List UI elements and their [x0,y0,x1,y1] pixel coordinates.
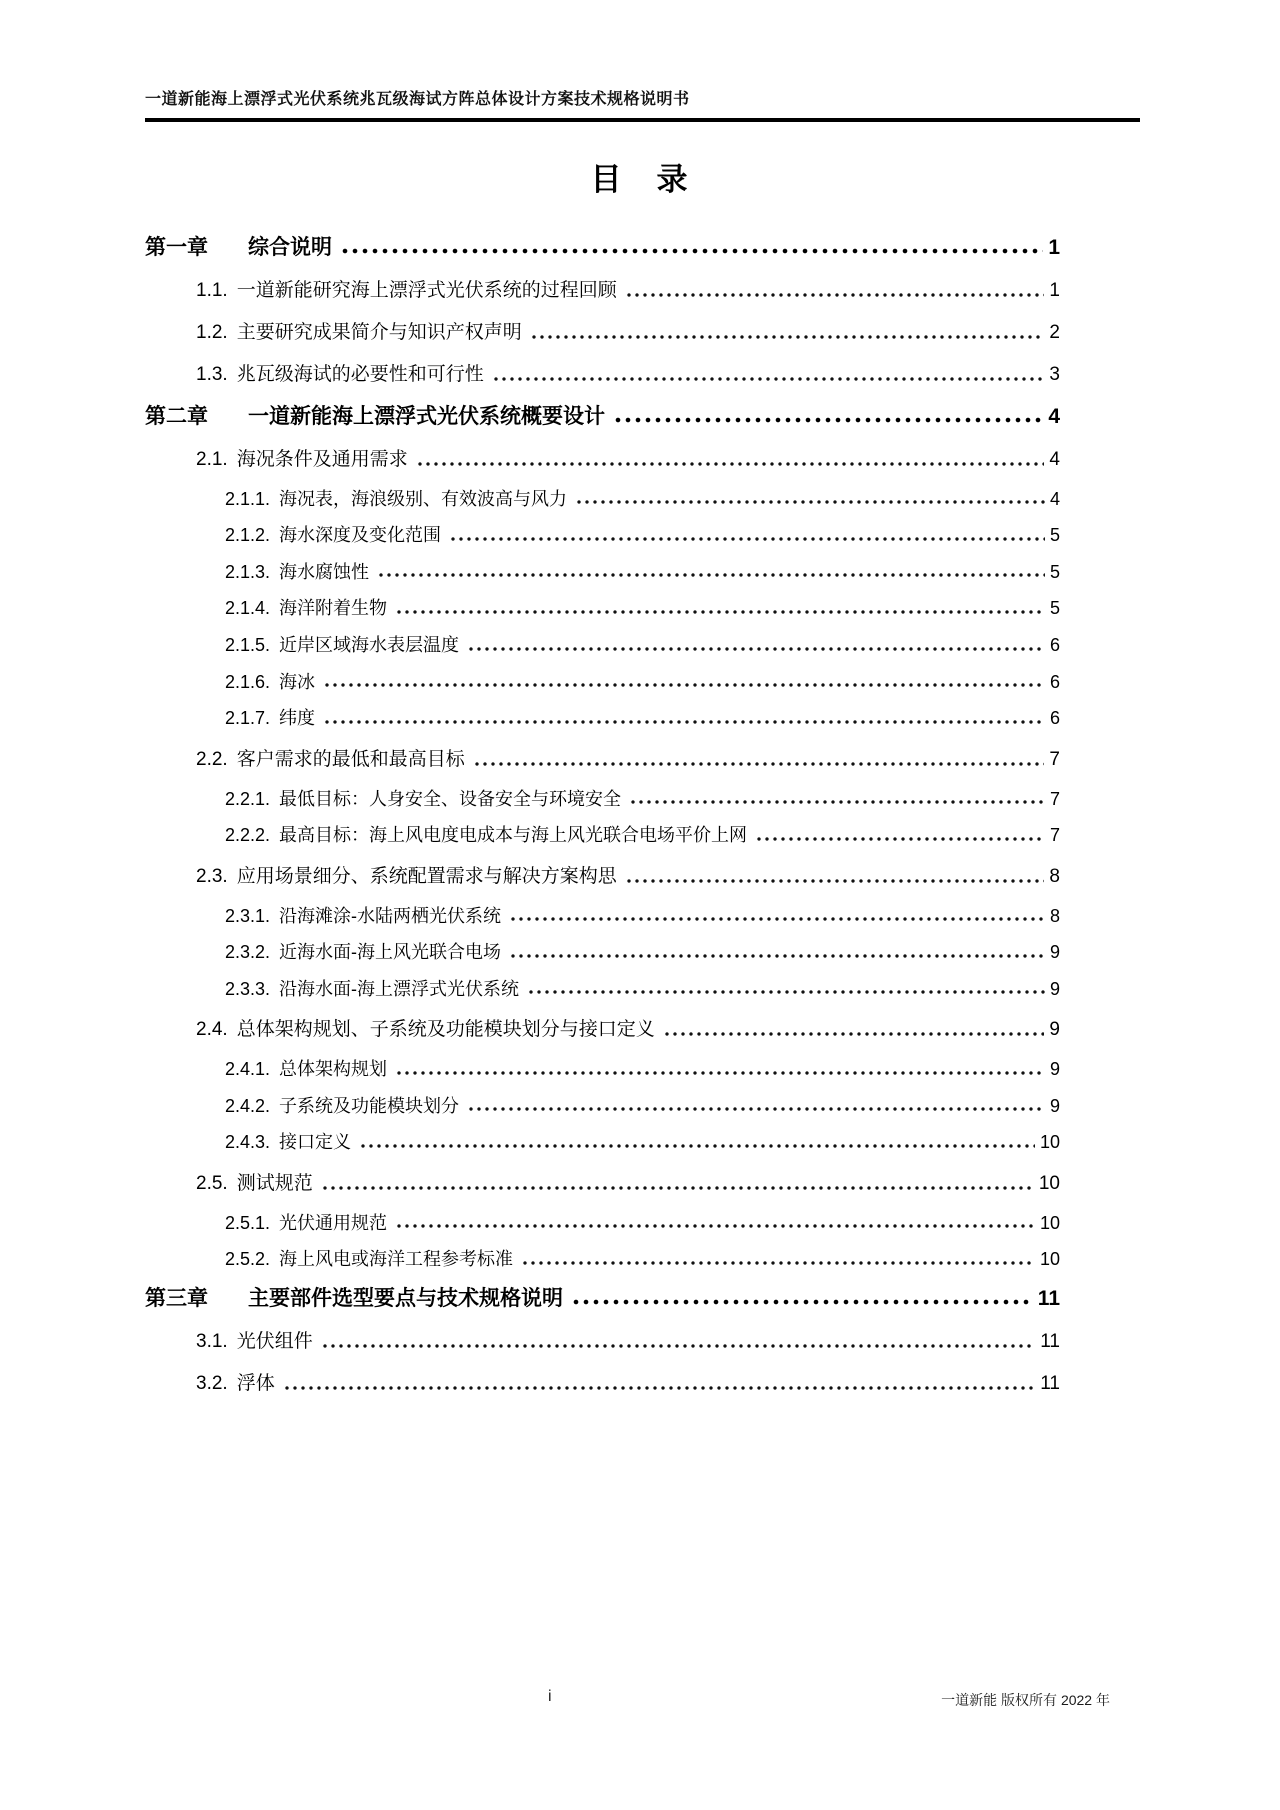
toc-entry-page: 10 [1038,1172,1060,1194]
toc-entry-page: 4 [1049,448,1060,470]
toc-entry-number: 2.2.1. [225,788,271,809]
toc-entry-page: 10 [1039,1132,1060,1153]
toc-entry-page: 11 [1037,1286,1060,1310]
toc-entry-title: 近岸区域海水表层温度 [279,634,460,655]
dot-leader [395,1070,1045,1076]
toc-entry-number: 2.5.1. [225,1212,271,1233]
toc-entry[interactable] [145,280,1060,303]
page-header [0,0,1280,122]
toc-entry-page: 5 [1049,561,1060,582]
footer-copyright: 一道新能 版权所有 2022 年 [941,1692,1110,1708]
toc-entry[interactable] [145,562,1060,584]
toc-entry[interactable] [145,708,1060,730]
toc-entry-page: 5 [1049,525,1060,546]
toc-entry-title: 主要部件选型要点与技术规格说明 [248,1286,563,1310]
toc-entry-number: 2.5.2. [225,1249,271,1270]
dot-leader [755,836,1045,842]
toc-entry[interactable] [145,1286,1060,1311]
toc-entry-number: 2.1.2. [225,525,271,546]
toc-entry-title: 应用场景细分、系统配置需求与解决方案构思 [236,865,617,887]
toc-entry-page: 6 [1049,708,1060,729]
toc-entry-page: 9 [1049,942,1060,963]
toc-entry[interactable] [145,1173,1060,1196]
toc-entry[interactable] [145,404,1060,429]
dot-leader [323,719,1045,725]
toc-entry-number: 1.1. [196,280,228,302]
toc-entry-number: 2.3.3. [225,978,271,999]
toc-entry-title: 浮体 [236,1372,275,1394]
dot-leader [449,536,1045,542]
toc-title: 目 录 [590,162,690,197]
toc-entry-title: 一道新能研究海上漂浮式光伏系统的过程回顾 [236,280,617,302]
toc-entry[interactable] [145,866,1060,889]
toc-entry[interactable] [145,789,1060,811]
toc-entry[interactable] [145,672,1060,694]
toc-entry[interactable] [145,1019,1060,1042]
toc-entry-page: 6 [1049,671,1060,692]
toc-entry-title: 海洋附着生物 [279,598,388,619]
toc-entry-number: 2.5. [196,1172,228,1194]
toc-entry-number: 2.4.3. [225,1132,271,1153]
toc-entry[interactable] [145,235,1060,260]
dot-leader [321,1343,1036,1349]
toc-entry-number: 2.2.2. [225,825,271,846]
toc-entry-title: 综合说明 [248,236,332,259]
toc-entry-title: 海上风电或海洋工程参考标准 [279,1249,514,1270]
toc-entry[interactable] [145,489,1060,511]
toc-entry-page: 7 [1049,788,1060,809]
toc-list [145,235,1060,1396]
toc-entry-page: 1 [1049,280,1060,302]
toc-entry-title: 近海水面-海上风光联合电场 [279,942,502,963]
toc-entry-title: 海冰 [279,671,316,692]
toc-entry-number: 2.2. [196,748,228,770]
dot-leader [467,1106,1045,1112]
toc-entry[interactable] [145,749,1060,772]
dot-leader [571,1298,1033,1306]
toc-entry[interactable] [145,1331,1060,1354]
toc-entry-title: 海水腐蚀性 [279,561,370,582]
toc-entry-page: 9 [1049,1095,1060,1116]
dot-leader [473,761,1045,767]
toc-entry-page: 1 [1048,236,1060,259]
toc-entry-number: 2.4. [196,1019,228,1041]
toc-entry-page: 8 [1049,905,1060,926]
dot-leader [530,334,1045,340]
toc-entry[interactable] [145,1249,1060,1271]
dot-leader [575,499,1045,505]
toc-entry[interactable] [145,1213,1060,1235]
toc-entry-page: 11 [1040,1331,1060,1353]
dot-leader [625,292,1045,298]
dot-leader [625,878,1045,884]
toc-entry-number: 2.1.1. [225,488,271,509]
dot-leader [321,1185,1034,1191]
toc-entry-title: 光伏组件 [236,1331,313,1353]
dot-leader [323,682,1045,688]
dot-leader [527,989,1045,995]
toc-entry-title: 光伏通用规范 [279,1212,388,1233]
toc-entry-page: 10 [1039,1212,1060,1233]
toc-entry[interactable] [145,825,1060,847]
toc-entry-number: 2.4.1. [225,1059,271,1080]
toc-entry[interactable] [145,322,1060,345]
toc-entry-page: 8 [1049,865,1060,887]
toc-entry[interactable] [145,906,1060,928]
dot-leader [467,646,1045,652]
header-divider [145,118,1140,122]
dot-leader [629,799,1045,805]
toc-entry-number: 2.1.4. [225,598,271,619]
toc-entry-number: 2.1.5. [225,634,271,655]
toc-entry-title: 最高目标：海上风电度电成本与海上风光联合电场平价上网 [279,825,748,846]
toc-entry-number: 2.1.6. [225,671,271,692]
toc-entry-number: 第二章 [145,404,208,428]
toc-entry-title: 海水深度及变化范围 [279,525,442,546]
toc-entry-page: 4 [1049,488,1060,509]
dot-leader [509,916,1045,922]
toc-entry-number: 3.2. [196,1372,228,1394]
toc-entry[interactable] [145,635,1060,657]
toc-entry-page: 6 [1049,634,1060,655]
toc-entry[interactable] [145,1059,1060,1081]
toc-entry-title: 子系统及功能模块划分 [279,1095,460,1116]
toc-entry-title: 沿海滩涂-水陆两栖光伏系统 [279,905,502,926]
toc-entry[interactable] [145,979,1060,1001]
toc-entry-title: 沿海水面-海上漂浮式光伏系统 [279,978,520,999]
dot-leader [521,1260,1035,1266]
dot-leader [359,1143,1035,1149]
toc-entry-number: 2.3.2. [225,942,271,963]
dot-leader [416,461,1045,467]
toc-entry[interactable] [145,525,1060,547]
toc-entry-page: 11 [1040,1372,1060,1394]
toc-entry[interactable] [145,1096,1060,1118]
toc-entry-title: 主要研究成果简介与知识产权声明 [236,321,522,343]
toc-entry-title: 一道新能海上漂浮式光伏系统概要设计 [248,404,605,428]
toc-entry-page: 7 [1049,825,1060,846]
toc-entry-page: 5 [1049,598,1060,619]
footer-page-number: i [548,1688,552,1705]
toc-entry-number: 3.1. [196,1331,228,1353]
toc-entry[interactable] [145,449,1060,472]
toc-entry-title: 海况条件及通用需求 [236,448,408,470]
document-header-title: 一道新能海上漂浮式光伏系统兆瓦级海试方阵总体设计方案技术规格说明书 [145,91,690,108]
toc-entry-page: 3 [1049,363,1060,385]
toc-entry-number: 1.3. [196,363,228,385]
dot-leader [340,247,1043,255]
toc-entry-title: 接口定义 [279,1132,352,1153]
dot-leader [283,1385,1036,1391]
toc-entry-number: 第一章 [145,236,208,259]
toc-entry-page: 9 [1049,1019,1060,1041]
toc-entry-title: 客户需求的最低和最高目标 [236,748,465,770]
toc-entry-number: 1.2. [196,321,228,343]
toc-entry-number: 2.4.2. [225,1095,271,1116]
toc-entry-number: 2.1. [196,448,228,470]
toc-entry[interactable] [145,364,1060,387]
toc-entry-number: 2.1.7. [225,708,271,729]
toc-entry-page: 10 [1039,1249,1060,1270]
toc-entry-number: 2.3.1. [225,905,271,926]
toc-entry-title: 最低目标：人身安全、设备安全与环境安全 [279,788,622,809]
dot-leader [663,1031,1045,1037]
dot-leader [509,953,1045,959]
toc-entry-title: 总体架构规划、子系统及功能模块划分与接口定义 [236,1019,655,1041]
toc-entry[interactable] [145,1132,1060,1154]
toc-entry-title: 测试规范 [236,1172,313,1194]
dot-leader [395,609,1045,615]
toc-entry-page: 7 [1049,748,1060,770]
toc-entry-page: 9 [1049,978,1060,999]
page-footer [0,1686,1280,1716]
toc-entry[interactable] [145,598,1060,620]
dot-leader [395,1223,1035,1229]
dot-leader [613,416,1043,424]
dot-leader [377,572,1045,578]
toc-entry-title: 海况表，海浪级别、有效波高与风力 [279,488,568,509]
dot-leader [492,376,1045,382]
toc-entry[interactable] [145,1373,1060,1396]
toc-entry-number: 第三章 [145,1286,208,1310]
toc-entry-title: 兆瓦级海试的必要性和可行性 [236,363,484,385]
toc-entry-page: 9 [1049,1059,1060,1080]
toc-entry-page: 2 [1049,321,1060,343]
toc-entry-number: 2.3. [196,865,228,887]
toc-entry-title: 纬度 [279,708,316,729]
toc-entry-title: 总体架构规划 [279,1059,388,1080]
toc-entry-number: 2.1.3. [225,561,271,582]
toc-entry[interactable] [145,942,1060,964]
toc-entry-page: 4 [1048,404,1060,428]
